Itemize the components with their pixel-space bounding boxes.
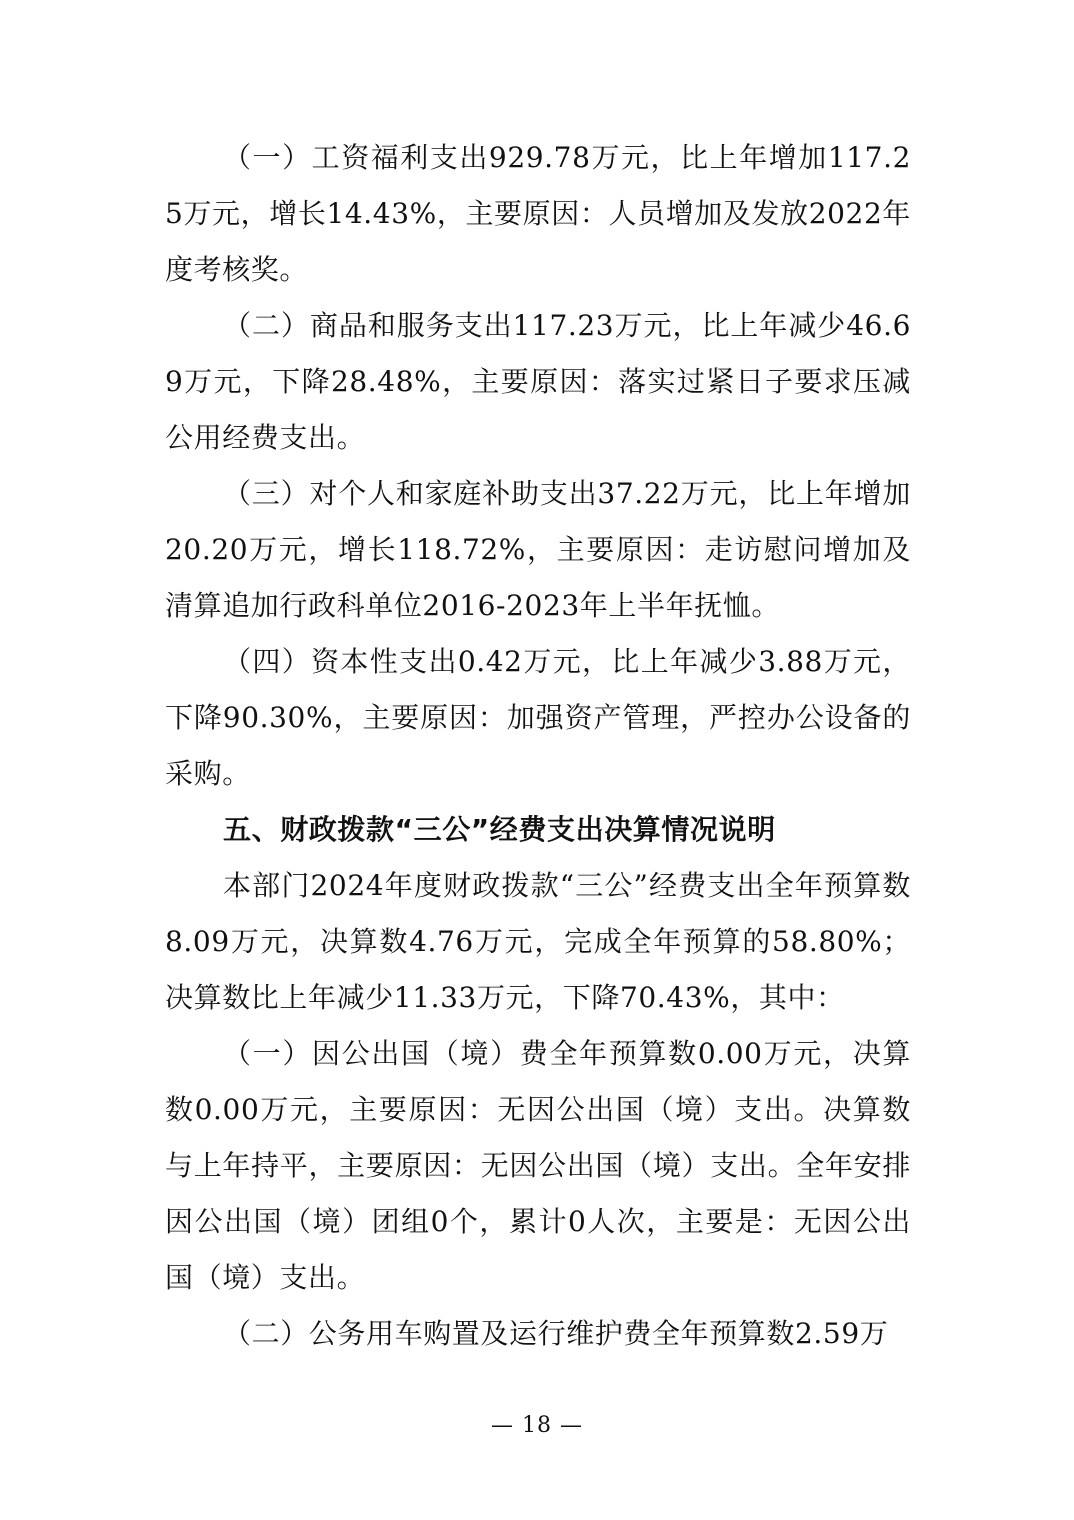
paragraph-overseas-travel: （一）因公出国（境）费全年预算数0.00万元，决算数0.00万元，主要原因：无因公出国（境）支出。决算数与上年持平，主要原因：无因公出国（境）支出。全年安排因公出国（境）团组0个，累计0人次，主要是：无因公出国（境）支出。 xyxy=(165,1037,911,1294)
paragraph-wages-welfare: （一）工资福利支出929.78万元，比上年增加117.25万元，增长14.43%，主要原因：人员增加及发放2022年度考核奖。 xyxy=(165,141,911,286)
paragraph-goods-services: （二）商品和服务支出117.23万元，比上年减少46.69万元，下降28.48%，主要原因：落实过紧日子要求压减公用经费支出。 xyxy=(165,309,911,454)
document-body xyxy=(165,130,911,1362)
paragraph-three-public-summary: 本部门2024年度财政拨款“三公”经费支出全年预算数8.09万元，决算数4.76万元，完成全年预算的58.80%；决算数比上年减少11.33万元，下降70.43%，其中： xyxy=(165,869,911,1014)
page-number: — 18 — xyxy=(491,1413,583,1438)
section-heading-three-public: 五、财政拨款“三公”经费支出决算情况说明 xyxy=(223,813,776,846)
paragraph-household-subsidy: （三）对个人和家庭补助支出37.22万元，比上年增加20.20万元，增长118.72%，主要原因：走访慰问增加及清算追加行政科单位2016-2023年上半年抚恤。 xyxy=(165,477,911,622)
paragraph-capital-expenditure: （四）资本性支出0.42万元，比上年减少3.88万元，下降90.30%，主要原因：加强资产管理，严控办公设备的采购。 xyxy=(165,645,911,790)
paragraph-official-vehicles: （二）公务用车购置及运行维护费全年预算数2.59万 xyxy=(223,1317,889,1350)
